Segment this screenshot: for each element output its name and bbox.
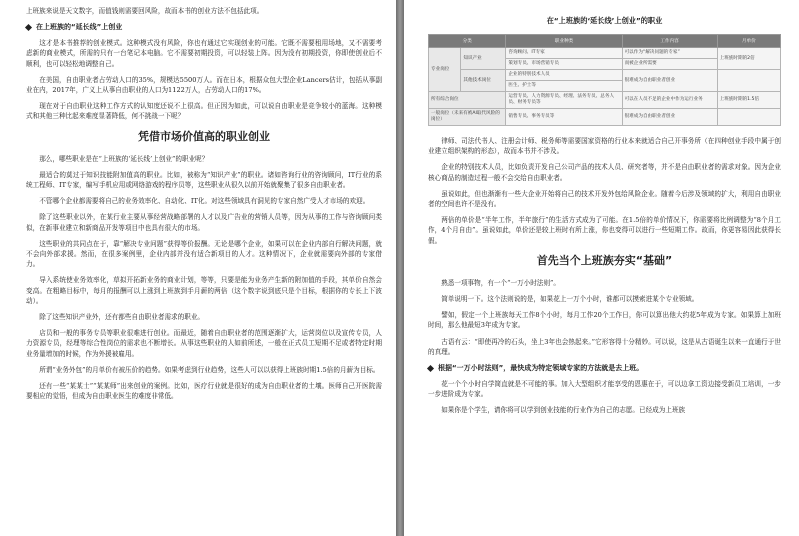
- paragraph: 虽说如此，但也渐渐有一些大企业开始将自己的技术开发外包给风险企业。随着今后涉及领域的扩大，利用自由职业者的空间也许不是没有。: [428, 189, 781, 209]
- cell-jobs: 企业的特别技术人员: [506, 70, 622, 81]
- diamond-bullet-icon: [25, 24, 32, 31]
- subheading-text: 在上班族的“延长线”上创业: [36, 23, 123, 32]
- table-header-row: [429, 35, 781, 48]
- subheading-text: 根据“一万小时法则”，最快成为特定领域专家的方法就是去上班。: [438, 364, 644, 373]
- paragraph: 还有一些“某某士”“某某师”出来创业的案例。比如，医疗行业就是很好的成为自由职业者的土壤。医师自己开医院需要相应的觉悟，但成为自由职业医生的难度非常低。: [26, 382, 382, 401]
- paragraph: 现在对于自由职业这种工作方式的认知度还说不上很高。但正因为如此，可以说自由职业是竞争较小的蓝海。这种模式和其他三种比起来难度显著降低，何不挑战一下呢？: [26, 102, 382, 121]
- paragraph: 在美国，自由职业者占劳动人口的35%，规模达5500万人。而在日本，根据众包大型企业Lancers估计，包括从事副业在内，2017年，广义上从事自由职业的人口为1122万人，占劳动人口的17%。: [26, 75, 382, 95]
- job-table: [428, 34, 781, 126]
- cell-price: [717, 70, 780, 92]
- cell-work: 很难成为自由职业者创业: [622, 70, 717, 92]
- cell-price: [717, 109, 780, 126]
- section-subheading: [428, 363, 781, 373]
- paragraph: 店员和一般的事务专员等职业很难进行创业。而最近，随着自由职业者的范围逐渐扩大，运营岗位以及宣传专员，人力资源专员，经理等综合性岗位的需求也不断增长。从事这些职业的人如前所述，一般在正式员工短期不足或者特定时期业务量增加的时候，作为外援被雇用。: [26, 329, 382, 358]
- cell-category: 所有综合岗位: [429, 92, 506, 109]
- paragraph: 不管哪个企业都需要将自己的业务效率化、自动化、IT化。对这些领域具有洞见的专家自然广受人才市场的欢迎。: [39, 197, 370, 206]
- cell-jobs: 运营专员、人力资源专员、经理、法务专员、总务人员、财务专员等: [506, 92, 622, 109]
- cell-jobs: 咨询顾问、IT专家: [506, 48, 622, 59]
- cell-category: 一般岗位（未来有被AI取代风险的岗位）: [429, 109, 506, 126]
- cell-subcategory: 知识产业: [461, 48, 506, 70]
- right-page: [404, 0, 799, 536]
- section-heading: 首先当个上班族夯实“基础”: [536, 253, 673, 267]
- table-row: [429, 92, 781, 109]
- cell-work: 可以在人员不足的企业中作为运行业务: [622, 92, 717, 109]
- paragraph: 这才是本书推荐的创业模式。这种模式没有风险，你也有通过它实现创业的可能。它既不需要租用场地，又不需要考虑新的商业模式，所需的只有一台笔记本电脑。它不需要初期投资，可以轻装上阵。因为没有初期投资，你即使创业后不顺利，也可以轻松地调整自己。: [26, 39, 382, 68]
- cell-work: 可以作为“解决问题的专家”: [622, 48, 717, 59]
- table-title: 在“上班族的‘延长线’上创业”的职业: [546, 16, 663, 25]
- cell-work: 而被企业所需要: [622, 59, 717, 70]
- paragraph: 简单说明一下。这个法则说的是，如果花上一万个小时，谁都可以摸索进某个专业领域。: [441, 295, 699, 304]
- paragraph: 企业的特别技术人员，比如负责开发自己公司产品的技术人员、研究者等，并不是自由职业者的需求对象。因为企业核心商品的制造过程一般不会交给自由职业者。: [428, 163, 781, 182]
- cell-jobs: 销售专员、事务专员等: [506, 109, 622, 126]
- paragraph: 如果你是个学生，请你将可以学到创业技能的行业作为自己的志愿。已经成为上班族: [441, 406, 686, 415]
- header-jobs: 职业种类: [506, 35, 622, 48]
- table-row: [429, 48, 781, 59]
- paragraph: 古语有云：“即使再冷的石头，坐上3年也会热起来。”它形容得十分精妙。可以说，这是从古语诞生以来一直通行于世的真理。: [428, 337, 781, 356]
- paragraph: 熟悉一项事物，有一个“一万小时法则”。: [441, 278, 561, 287]
- section-heading: 凭借市场价值高的职业创业: [138, 129, 270, 143]
- paragraph: 上班族来说是天文数字，而值钱则需要回风险，故而本书的创业方法不包括此项。: [26, 7, 264, 15]
- paragraph: 譬如，假定一个上班族每天工作8个小时，每月工作20个工作日，你可以算出他大约花5年成为专家。如果算上加班时间，那么他最短3年成为专家。: [428, 311, 781, 330]
- header-work: 工作内容: [622, 35, 717, 48]
- section-subheading: [26, 22, 382, 32]
- table-row: [429, 70, 781, 81]
- paragraph: 除了这些职业以外，在某行业主要从事经营战略部署的人才以及广告业的营销人员等，因为从事的工作与咨询顾问类似，在新事业建立和新商品开发等项目中也具有很大的市场。: [26, 213, 382, 232]
- paragraph: 花一个个小时自学简直就是不可能的事。加入大型组织才能享受的恩惠在于，可以边拿工资边接受新员工培训，一步一步进阶成为专家。: [428, 380, 781, 399]
- paragraph: 这些职业的共同点在于，靠“解决专业问题”获得等价报酬。无论是哪个企业，如果可以在企业内部自行解决问题，就不会向外部求援。然而，在很多案例里，企业内部并没有适合新项目的人才。这种情况下，企业就需要向外部的专家借力。: [26, 239, 382, 269]
- book-gutter: [396, 0, 404, 536]
- cell-work: 很难成为自由职业者创业: [622, 109, 717, 126]
- paragraph: 所谓“业务外包”的月单价有被压价的趋势。如果考虑到行业趋势，这些人可以以获得上班族时期1.5倍的月薪为目标。: [39, 365, 380, 374]
- paragraph: 最适合的莫过于知识技能附加值高的职业。比如，被称为“知识产业”的职业。诸如咨询行业的咨询顾问，IT行业的系统工程师、IT专家，编写手机应用或网络游戏的程序员等，这些职业从很久以前开始就聚集了很多自由职业者。: [26, 170, 382, 190]
- cell-category: 专业岗位: [429, 48, 461, 92]
- table-row: [429, 109, 781, 126]
- cell-price: 上班族时期的2倍: [717, 48, 780, 70]
- paragraph: 除了这些知识产业外，还有都些自由职业者需求的职业。: [39, 313, 205, 322]
- cell-price: 上班族时期的1.5倍: [717, 92, 780, 109]
- paragraph: 导入系统使业务效率化，草拟开拓新业务的商业计划，等等，只要是能为业务产生新的附加值的手段，其单价自然会变高。在粗略目标中，每月的报酬可以上涨到上班族到手月薪的两倍（这个数字说到底只是个目标，根据你的专长上下波动）。: [26, 276, 382, 305]
- paragraph: 两倍的单价是“半年工作，半年旅行”的生活方式成为了可能。在1.5倍的单价情况下，你需要将比例调整为“8个月工作，4个月自由”。虽说如此，单价还是较上班时有所上涨，你也变得可以进行一些短期工作。故而，你更容易因此获得长假。: [428, 216, 781, 245]
- paragraph: 律师、司法代书人、注册会计师、税务师等需要国家资格的行业本来就适合自己开事务所（在四种创业手段中属于创业建立组织架构的形态），故而本书并不涉及。: [428, 137, 781, 156]
- left-page: [0, 0, 396, 536]
- cell-subcategory: 其他技术岗位: [461, 70, 506, 92]
- cell-jobs: 医生、护士等: [506, 81, 622, 92]
- diamond-bullet-icon: [427, 365, 434, 372]
- paragraph: 那么，哪些职业是在“上班族的‘延长线’上创业”的职业呢？: [39, 154, 209, 163]
- header-price: 月单价: [717, 35, 780, 48]
- cell-jobs: 策划专员、市场营销专员: [506, 59, 622, 70]
- header-category: 分类: [429, 35, 506, 48]
